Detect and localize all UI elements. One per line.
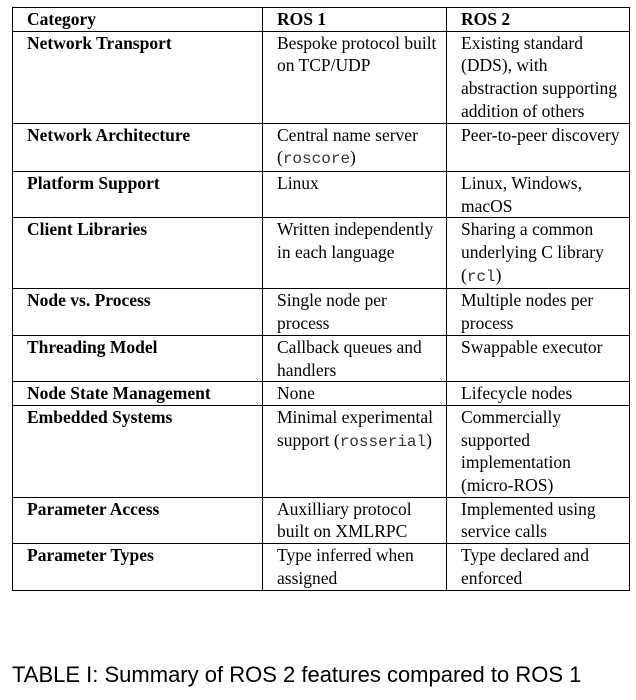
ros2-cell — [447, 218, 630, 289]
cell-text: Central name server ( — [277, 124, 418, 168]
ros2-cell — [447, 335, 630, 381]
category-cell: Network Transport — [13, 31, 263, 123]
ros2-cell — [447, 289, 630, 335]
cell-text: Minimal experimental support ( — [277, 406, 433, 450]
category-cell: Parameter Access — [13, 497, 263, 543]
table-header-row — [13, 8, 630, 32]
ros1-cell — [263, 31, 447, 123]
cell-text: Written independently in each language — [277, 219, 434, 263]
table-row — [13, 289, 630, 335]
code-text: rcl — [466, 267, 496, 286]
table-row — [13, 405, 630, 497]
ros2-cell — [447, 497, 630, 543]
category-cell: Client Libraries — [13, 218, 263, 289]
ros1-cell — [263, 382, 447, 406]
cell-text: Auxilliary protocol built on XMLRPC — [277, 498, 412, 542]
code-text: roscore — [282, 150, 351, 169]
category-cell: Network Architecture — [13, 123, 263, 171]
ros2-cell — [447, 123, 630, 171]
ros-comparison-table — [12, 7, 630, 591]
ros1-cell — [263, 123, 447, 171]
cell-text: Linux — [277, 172, 319, 193]
cell-text: Type declared and enforced — [461, 545, 590, 588]
category-cell: Platform Support — [13, 171, 263, 217]
table-row — [13, 123, 630, 171]
cell-text: Type inferred when assigned — [277, 545, 414, 588]
ros2-cell — [447, 544, 630, 590]
category-cell: Threading Model — [13, 335, 263, 381]
table-row — [13, 382, 630, 406]
cell-text: Lifecycle nodes — [461, 383, 573, 404]
cell-text: None — [277, 383, 315, 404]
table-row — [13, 218, 630, 289]
ros1-cell — [263, 289, 447, 335]
header-ros1: ROS 1 — [263, 8, 447, 32]
header-ros2: ROS 2 — [447, 8, 630, 32]
cell-text: Peer-to-peer discovery — [461, 124, 620, 145]
ros1-cell — [263, 497, 447, 543]
cell-text: Swappable executor — [461, 336, 603, 357]
ros2-cell — [447, 382, 630, 406]
header-category: Category — [13, 8, 263, 32]
cell-text: Implemented using service calls — [461, 498, 596, 542]
ros1-cell — [263, 218, 447, 289]
table-caption: TABLE I: Summary of ROS 2 features compared to ROS 1 — [12, 662, 582, 687]
cell-text: Multiple nodes per process — [461, 290, 594, 334]
ros2-cell — [447, 31, 630, 123]
ros2-cell — [447, 171, 630, 217]
table-body — [13, 31, 630, 590]
table-row — [13, 335, 630, 381]
cell-text: ) — [350, 147, 356, 168]
table-row — [13, 171, 630, 217]
table-row — [13, 544, 630, 590]
category-cell: Embedded Systems — [13, 405, 263, 497]
ros1-cell — [263, 544, 447, 590]
code-text: rosserial — [339, 432, 427, 451]
category-cell: Parameter Types — [13, 544, 263, 590]
table-row — [13, 31, 630, 123]
ros2-cell — [447, 405, 630, 497]
cell-text: Commercially supported implementation (micro-ROS) — [461, 406, 571, 496]
cell-text: Bespoke protocol built on TCP/UDP — [277, 32, 437, 76]
cell-text: Callback queues and handlers — [277, 336, 422, 380]
cell-text: ) — [426, 429, 432, 450]
cell-text: ) — [495, 264, 502, 285]
cell-text: Linux, Windows, macOS — [461, 172, 582, 216]
cell-text: Sharing a common underlying C library ( — [461, 219, 604, 285]
table-row — [13, 497, 630, 543]
category-cell: Node vs. Process — [13, 289, 263, 335]
category-cell: Node State Management — [13, 382, 263, 406]
ros1-cell — [263, 335, 447, 381]
cell-text: Existing standard (DDS), with abstraction supporting addition of others — [461, 32, 618, 121]
ros1-cell — [263, 405, 447, 497]
cell-text: Single node per process — [277, 290, 387, 334]
ros1-cell — [263, 171, 447, 217]
